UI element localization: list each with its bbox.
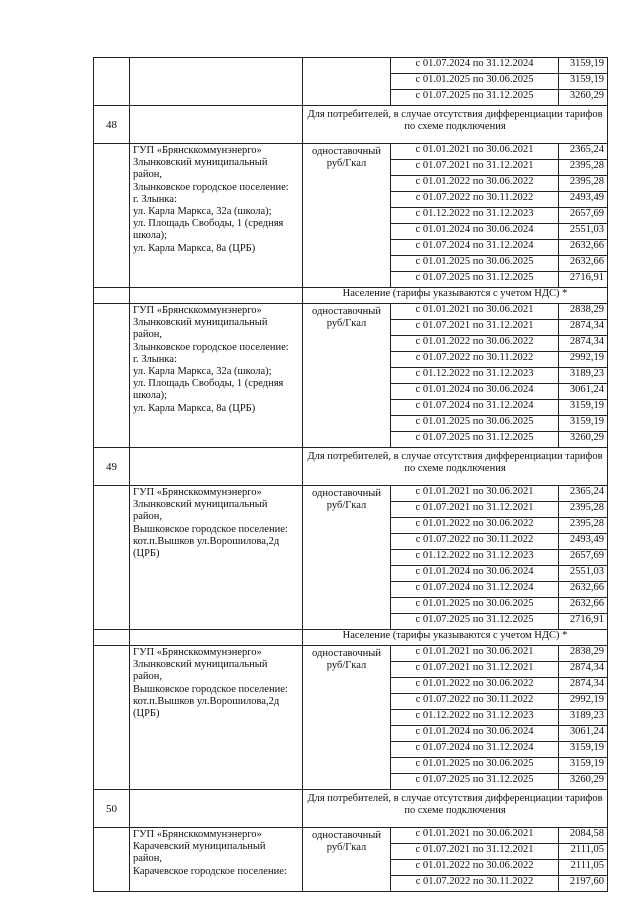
tariff-value-cell: 2395,28 [559, 176, 608, 192]
organization-cell-line: район, [133, 169, 163, 181]
tariff-type-cell [303, 646, 391, 790]
tariff-value-cell: 2111,05 [559, 860, 608, 876]
period-cell: с 01.01.2021 по 30.06.2021 [391, 646, 559, 662]
tariff-value-cell: 2632,66 [559, 240, 608, 256]
organization-cell [130, 106, 303, 144]
organization-cell-line: Злынковский муниципальный [133, 317, 268, 329]
organization-cell-line: Вышковское городское поселение: [133, 683, 288, 695]
number-cell [94, 58, 130, 106]
tariff-type-cell-line: руб/Гкал [326, 842, 367, 853]
organization-cell-line: ГУП «Брянсккоммунэнерго» [133, 647, 262, 658]
tariff-value-cell: 3159,19 [559, 58, 608, 74]
tariff-value-cell: 2084,58 [559, 828, 608, 844]
organization-cell-line: район, [133, 329, 163, 341]
tariff-value-cell: 2874,34 [559, 662, 608, 678]
period-cell: с 01.01.2024 по 30.06.2024 [391, 726, 559, 742]
organization-cell [130, 828, 303, 892]
tariff-value-cell: 2365,24 [559, 486, 608, 502]
period-cell: с 01.07.2024 по 31.12.2024 [391, 240, 559, 256]
organization-cell-line: (ЦРБ) [133, 548, 160, 560]
organization-cell-line: ул. Площадь Свободы, 1 (средняя [133, 378, 284, 390]
tariff-value-cell: 3189,23 [559, 368, 608, 384]
tariff-value-cell: 3159,19 [559, 74, 608, 90]
number-cell [94, 304, 130, 448]
group-title: Для потребителей, в случае отсутствия дифференциации тарифов по схеме подключения [303, 448, 608, 486]
tariff-type-cell-line: руб/Гкал [326, 318, 367, 329]
tariff-value-cell: 2395,28 [559, 518, 608, 534]
organization-cell-line: ГУП «Брянсккоммунэнерго» [133, 145, 262, 156]
organization-cell-line: район, [133, 671, 163, 683]
period-cell: с 01.07.2025 по 31.12.2025 [391, 432, 559, 448]
number-cell [94, 144, 130, 288]
tariff-value-cell: 2657,69 [559, 208, 608, 224]
tariff-type-cell-line: одноставочный [312, 146, 381, 157]
item-number: 48 [94, 106, 130, 144]
period-cell: с 01.01.2025 по 30.06.2025 [391, 74, 559, 90]
organization-cell-line: ул. Площадь Свободы, 1 (средняя [133, 218, 284, 230]
period-cell: с 01.07.2022 по 30.11.2022 [391, 876, 559, 892]
tariff-value-cell: 3061,24 [559, 384, 608, 400]
organization-cell [130, 448, 303, 486]
tariff-value-cell: 2395,28 [559, 160, 608, 176]
period-cell: с 01.01.2022 по 30.06.2022 [391, 518, 559, 534]
tariff-type-cell-line: одноставочный [312, 648, 381, 659]
organization-cell-line: Карачевское городское поселение: [133, 865, 287, 877]
period-cell: с 01.01.2025 по 30.06.2025 [391, 256, 559, 272]
tariff-type-cell [303, 144, 391, 288]
tariff-value-cell: 2838,29 [559, 304, 608, 320]
organization-cell-line: Злынковский муниципальный [133, 157, 268, 169]
organization-cell-line: кот.п.Вышков ул.Ворошилова,2д [133, 695, 280, 707]
tariff-value-cell: 2874,34 [559, 336, 608, 352]
organization-cell-line: кот.п.Вышков ул.Ворошилова,2д [133, 535, 280, 547]
organization-cell-line: Карачевский муниципальный [133, 841, 266, 853]
tariff-value-cell: 2197,60 [559, 876, 608, 892]
tariff-value-cell: 2551,03 [559, 566, 608, 582]
organization-cell [130, 790, 303, 828]
tariff-value-cell: 2365,24 [559, 144, 608, 160]
period-cell: с 01.07.2022 по 30.11.2022 [391, 352, 559, 368]
period-cell: с 01.07.2022 по 30.11.2022 [391, 192, 559, 208]
tariff-table [93, 57, 608, 892]
number-cell [94, 828, 130, 892]
organization-cell [130, 630, 303, 646]
period-cell: с 01.12.2022 по 31.12.2023 [391, 710, 559, 726]
period-cell: с 01.12.2022 по 31.12.2023 [391, 208, 559, 224]
organization-cell [130, 144, 303, 288]
period-cell: с 01.01.2021 по 30.06.2021 [391, 828, 559, 844]
organization-cell-line: Злынковское городское поселение: [133, 341, 289, 353]
table-row [94, 486, 608, 502]
group-title: Для потребителей, в случае отсутствия дифференциации тарифов по схеме подключения [303, 790, 608, 828]
tariff-value-cell: 2551,03 [559, 224, 608, 240]
tariff-value-cell: 2632,66 [559, 582, 608, 598]
period-cell: с 01.07.2022 по 30.11.2022 [391, 694, 559, 710]
number-cell [94, 288, 130, 304]
period-cell: с 01.12.2022 по 31.12.2023 [391, 368, 559, 384]
tariff-value-cell: 3159,19 [559, 416, 608, 432]
period-cell: с 01.01.2022 по 30.06.2022 [391, 176, 559, 192]
period-cell: с 01.07.2024 по 31.12.2024 [391, 742, 559, 758]
population-header-row [94, 288, 608, 304]
period-cell: с 01.07.2021 по 31.12.2021 [391, 320, 559, 336]
number-cell [94, 486, 130, 630]
organization-cell-line: школа); [133, 390, 168, 402]
tariff-type-cell-line: одноставочный [312, 306, 381, 317]
tariff-value-cell: 3260,29 [559, 90, 608, 106]
tariff-value-cell: 2395,28 [559, 502, 608, 518]
period-cell: с 01.07.2025 по 31.12.2025 [391, 90, 559, 106]
organization-cell-line: (ЦРБ) [133, 708, 160, 720]
tariff-value-cell: 2838,29 [559, 646, 608, 662]
table-row [94, 144, 608, 160]
period-cell: с 01.01.2021 по 30.06.2021 [391, 144, 559, 160]
tariff-type-cell-line: одноставочный [312, 488, 381, 499]
period-cell: с 01.01.2022 по 30.06.2022 [391, 860, 559, 876]
period-cell: с 01.01.2021 по 30.06.2021 [391, 304, 559, 320]
tariff-value-cell: 2493,49 [559, 534, 608, 550]
period-cell: с 01.07.2022 по 30.11.2022 [391, 534, 559, 550]
item-number: 49 [94, 448, 130, 486]
tariff-type-cell [303, 486, 391, 630]
organization-cell-line: ГУП «Брянсккоммунэнерго» [133, 305, 262, 316]
period-cell: с 01.07.2025 по 31.12.2025 [391, 614, 559, 630]
tariff-value-cell: 2632,66 [559, 256, 608, 272]
tariff-type-cell [303, 304, 391, 448]
item-number: 50 [94, 790, 130, 828]
tariff-type-cell [303, 828, 391, 892]
period-cell: с 01.07.2024 по 31.12.2024 [391, 582, 559, 598]
period-cell: с 01.01.2024 по 30.06.2024 [391, 384, 559, 400]
organization-cell [130, 304, 303, 448]
organization-cell-line: Вышковское городское поселение: [133, 523, 288, 535]
tariff-value-cell: 3061,24 [559, 726, 608, 742]
tariff-value-cell: 3260,29 [559, 432, 608, 448]
organization-cell-line: ГУП «Брянсккоммунэнерго» [133, 829, 262, 840]
tariff-value-cell: 2111,05 [559, 844, 608, 860]
group-title: Для потребителей, в случае отсутствия дифференциации тарифов по схеме подключения [303, 106, 608, 144]
tariff-value-cell: 3189,23 [559, 710, 608, 726]
organization-cell [130, 288, 303, 304]
tariff-value-cell: 2992,19 [559, 352, 608, 368]
organization-cell-line: Злынковский муниципальный [133, 659, 268, 671]
organization-cell [130, 486, 303, 630]
period-cell: с 01.07.2021 по 31.12.2021 [391, 160, 559, 176]
section-header-row [94, 790, 608, 828]
table-row [94, 304, 608, 320]
period-cell: с 01.01.2025 по 30.06.2025 [391, 416, 559, 432]
organization-cell-line: район, [133, 511, 163, 523]
section-header-row [94, 448, 608, 486]
organization-cell-line: ул. Карла Маркса, 32а (школа); [133, 206, 272, 218]
period-cell: с 01.07.2025 по 31.12.2025 [391, 272, 559, 288]
organization-cell [130, 646, 303, 790]
organization-cell-line: Злынковское городское поселение: [133, 181, 289, 193]
tariff-value-cell: 2493,49 [559, 192, 608, 208]
tariff-value-cell: 2874,34 [559, 678, 608, 694]
tariff-value-cell: 2716,91 [559, 614, 608, 630]
tariff-value-cell: 3260,29 [559, 774, 608, 790]
period-cell: с 01.01.2022 по 30.06.2022 [391, 336, 559, 352]
organization-cell-line: школа); [133, 230, 168, 242]
population-title: Население (тарифы указываются с учетом НДС) * [303, 630, 608, 646]
period-cell: с 01.01.2024 по 30.06.2024 [391, 224, 559, 240]
tariff-value-cell: 2657,69 [559, 550, 608, 566]
population-header-row [94, 630, 608, 646]
tariff-type-cell-line: одноставочный [312, 830, 381, 841]
tariff-type-cell [303, 58, 391, 106]
organization-cell-line: ул. Карла Маркса, 8а (ЦРБ) [133, 242, 256, 254]
tariff-value-cell: 2632,66 [559, 598, 608, 614]
tariff-type-cell-line: руб/Гкал [326, 158, 367, 169]
tariff-value-cell: 3159,19 [559, 400, 608, 416]
period-cell: с 01.01.2025 по 30.06.2025 [391, 758, 559, 774]
table-row [94, 646, 608, 662]
table-row [94, 58, 608, 74]
period-cell: с 01.07.2021 по 31.12.2021 [391, 662, 559, 678]
organization-cell-line: ул. Карла Маркса, 8а (ЦРБ) [133, 402, 256, 414]
period-cell: с 01.01.2025 по 30.06.2025 [391, 598, 559, 614]
period-cell: с 01.07.2025 по 31.12.2025 [391, 774, 559, 790]
period-cell: с 01.07.2024 по 31.12.2024 [391, 400, 559, 416]
organization-cell-line: ул. Карла Маркса, 32а (школа); [133, 366, 272, 378]
tariff-value-cell: 3159,19 [559, 758, 608, 774]
number-cell [94, 630, 130, 646]
section-header-row [94, 106, 608, 144]
tariff-value-cell: 3159,19 [559, 742, 608, 758]
organization-cell-line: Злынковский муниципальный [133, 499, 268, 511]
period-cell: с 01.01.2024 по 30.06.2024 [391, 566, 559, 582]
period-cell: с 01.07.2024 по 31.12.2024 [391, 58, 559, 74]
tariff-type-cell-line: руб/Гкал [326, 660, 367, 671]
period-cell: с 01.07.2021 по 31.12.2021 [391, 844, 559, 860]
period-cell: с 01.07.2021 по 31.12.2021 [391, 502, 559, 518]
organization-cell-line: район, [133, 853, 163, 865]
tariff-value-cell: 2992,19 [559, 694, 608, 710]
number-cell [94, 646, 130, 790]
period-cell: с 01.01.2022 по 30.06.2022 [391, 678, 559, 694]
organization-cell [130, 58, 303, 106]
organization-cell-line: г. Злынка: [133, 353, 177, 365]
tariff-type-cell-line: руб/Гкал [326, 500, 367, 511]
table-row [94, 828, 608, 844]
period-cell: с 01.01.2021 по 30.06.2021 [391, 486, 559, 502]
period-cell: с 01.12.2022 по 31.12.2023 [391, 550, 559, 566]
organization-cell-line: ГУП «Брянсккоммунэнерго» [133, 487, 262, 498]
organization-cell-line: г. Злынка: [133, 193, 177, 205]
tariff-value-cell: 2874,34 [559, 320, 608, 336]
population-title: Население (тарифы указываются с учетом НДС) * [303, 288, 608, 304]
tariff-value-cell: 2716,91 [559, 272, 608, 288]
